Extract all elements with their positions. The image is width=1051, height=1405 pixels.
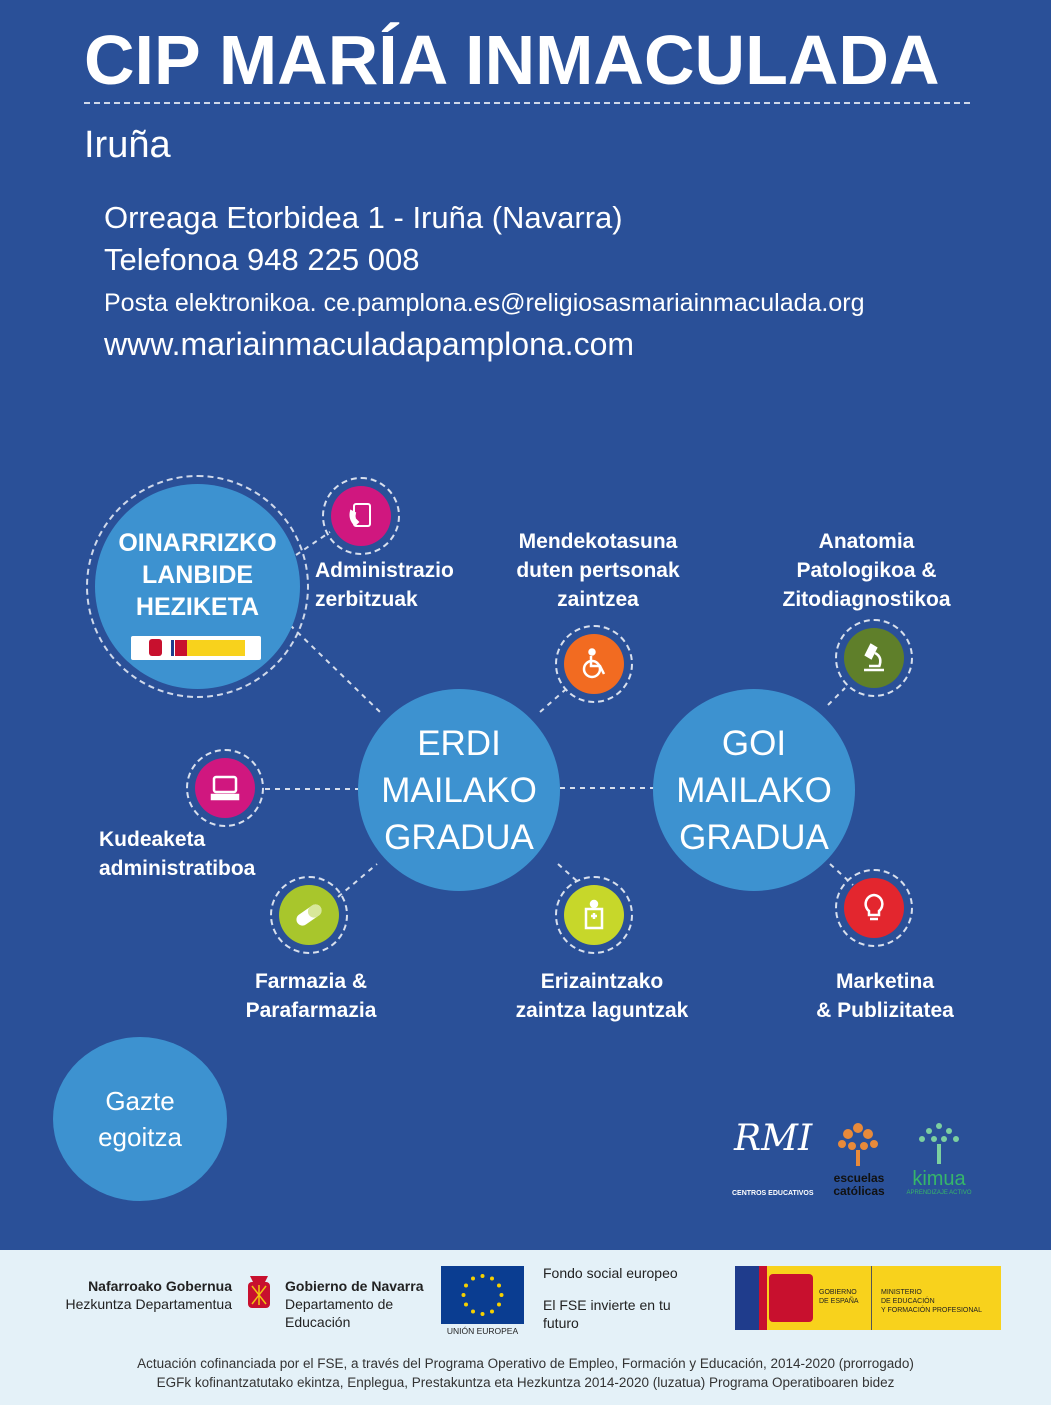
cofinancing-note-eu: EGFk kofinantzatutako ekintza, Enplegua, Prestakuntza eta Hezkuntza 2014-2020 (luzatua) Programa Operatiboaren bidez xyxy=(156,1375,895,1390)
phone-document-icon[interactable] xyxy=(322,477,400,555)
label-anatomia-patologikoa: Anatomia Patologikoa & Zitodiagnostikoa xyxy=(782,530,951,611)
label-erizaintzako: Erizaintzako zaintza laguntzak xyxy=(515,970,689,1022)
goi-line-3: GRADUA xyxy=(679,817,829,857)
label-mendekotasuna: Mendekotasuna duten pertsonak zaintzea xyxy=(516,530,680,611)
escuelas-catolicas-logo: escuelas católicas xyxy=(826,1122,892,1202)
gazte-egoitza-circle[interactable] xyxy=(53,1037,227,1201)
wheelchair-icon[interactable] xyxy=(555,625,633,703)
nurse-icon[interactable] xyxy=(555,876,633,954)
oinarrizko-lanbide-heziketa-circle[interactable] xyxy=(95,484,300,689)
erdi-line-2: MAILAKO xyxy=(381,770,537,810)
gobierno-espana-ministerio-logo: GOBIERNO DE ESPAÑA MINISTERIO DE EDUCACIÓN Y FORMACIÓN PROFESIONAL xyxy=(735,1266,1001,1330)
navarra-coat-of-arms-icon xyxy=(244,1274,274,1322)
label-marketina-publizitatea: Marketina & Publizitatea xyxy=(816,970,954,1022)
cofinancing-note-es: Actuación cofinanciada por el FSE, a través del Programa Operativo de Empleo, Formación y Educación, 2014-2020 (prorrogado) xyxy=(137,1356,914,1371)
olh-line-3: HEZIKETA xyxy=(135,592,260,621)
fse-text: Fondo social europeo El FSE invierte en tu futuro xyxy=(543,1265,678,1331)
label-farmazia-parafarmazia: Farmazia & Parafarmazia xyxy=(245,970,377,1022)
microscope-icon[interactable] xyxy=(835,619,913,697)
gazte-line-2: egoitza xyxy=(98,1122,182,1152)
erdi-line-3: GRADUA xyxy=(384,817,534,857)
address-text: Orreaga Etorbidea 1 - Iruña (Navarra) xyxy=(104,200,623,235)
goi-line-1: GOI xyxy=(721,723,787,763)
lightbulb-icon[interactable] xyxy=(835,869,913,947)
eu-flag-icon xyxy=(441,1266,524,1324)
footer xyxy=(0,1250,1051,1405)
website-link[interactable]: www.mariainmaculadapamplona.com xyxy=(104,326,635,362)
nafarroako-gobernua-text: Nafarroako Gobernua Hezkuntza Departamentua xyxy=(65,1278,232,1312)
phone-text: Telefonoa 948 225 008 xyxy=(104,242,420,277)
olh-line-1: OINARRIZKO xyxy=(118,528,277,557)
label-kudeaketa-administratiboa: Kudeaketa administratiboa xyxy=(99,828,256,880)
pill-icon[interactable] xyxy=(270,876,348,954)
label-administrazio-zerbitzuak: Administrazio zerbitzuak xyxy=(315,559,454,611)
erdi-mailako-gradua-circle[interactable] xyxy=(358,689,560,891)
page-title: CIP MARÍA INMACULADA xyxy=(84,21,940,99)
olh-sponsor-logos xyxy=(131,636,261,660)
kimua-logo: kimua APRENDIZAJE ACTIVO xyxy=(898,1122,980,1202)
goi-line-2: MAILAKO xyxy=(676,770,832,810)
city-subtitle: Iruña xyxy=(84,124,171,166)
email-text[interactable]: Posta elektronikoa. ce.pamplona.es@religiosasmariainmaculada.org xyxy=(104,289,865,317)
goi-mailako-gradua-circle[interactable] xyxy=(653,689,855,891)
rmi-logo: RMI CENTROS EDUCATIVOS xyxy=(732,1118,814,1197)
eu-caption: UNIÓN EUROPEA xyxy=(446,1326,519,1336)
erdi-line-1: ERDI xyxy=(417,723,501,763)
olh-line-2: LANBIDE xyxy=(141,560,254,589)
gazte-line-1: Gazte xyxy=(105,1086,175,1116)
gobierno-de-navarra-text: Gobierno de Navarra Departamento de Educación xyxy=(285,1278,424,1330)
computer-icon[interactable] xyxy=(186,749,264,827)
